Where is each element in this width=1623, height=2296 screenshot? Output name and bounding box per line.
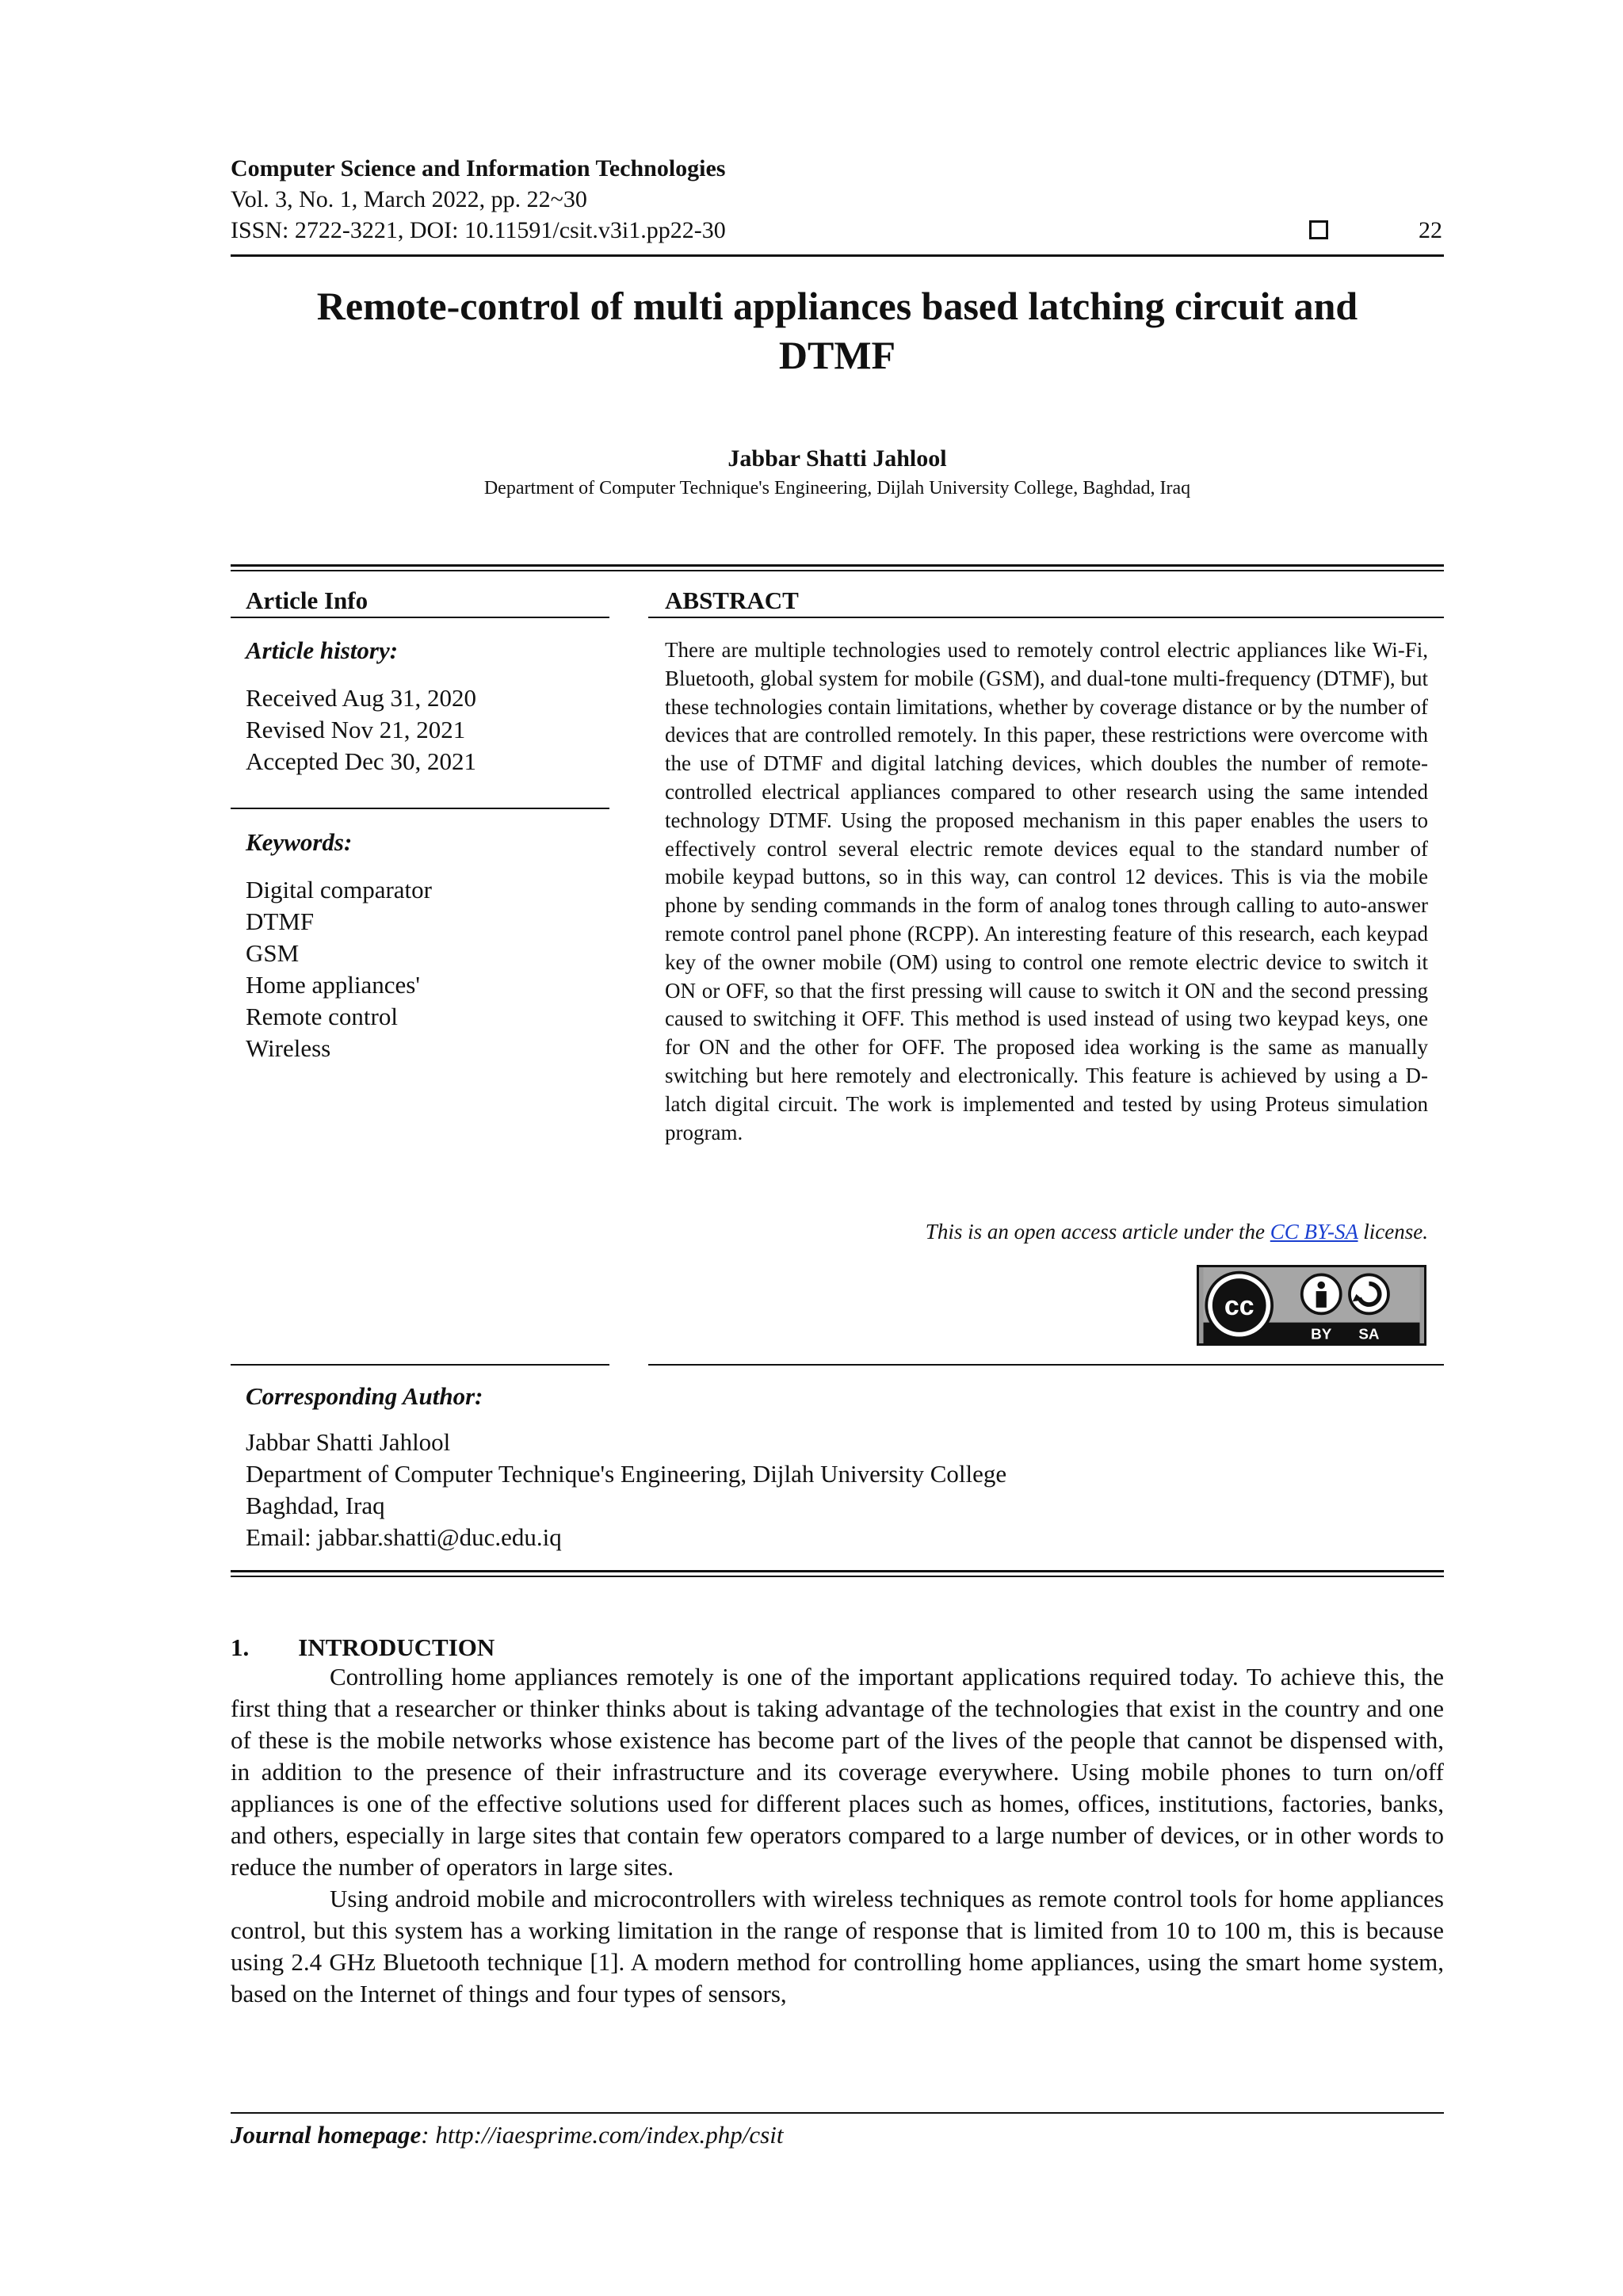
cc-by-sa-badge (1197, 1265, 1426, 1346)
header-rule (231, 254, 1444, 257)
corresponding-name: Jabbar Shatti Jahlool (246, 1428, 451, 1456)
info-top-rule (231, 564, 1444, 567)
homepage-url[interactable]: : http://iaesprime.com/index.php/csit (421, 2121, 784, 2149)
revised-date: Revised Nov 21, 2021 (246, 716, 466, 743)
article-history-heading: Article history: (246, 636, 399, 664)
article-history (246, 682, 476, 777)
badge-by-label: BY (1311, 1325, 1332, 1343)
author-affiliation: Department of Computer Technique's Engineering, Dijlah University College, Baghdad, Iraq (483, 478, 1191, 499)
corresponding-dept: Department of Computer Technique's Engineering, Dijlah University College (246, 1460, 1007, 1488)
journal-homepage (231, 2121, 783, 2149)
cc-by-sa-link[interactable]: CC BY-SA (1270, 1220, 1358, 1244)
abstract-heading: ABSTRACT (665, 586, 799, 614)
cc-badge-graphic (1199, 1267, 1424, 1343)
journal-name: Computer Science and Information Technologies (231, 155, 726, 181)
received-date: Received Aug 31, 2020 (246, 684, 477, 712)
corresponding-city: Baghdad, Iraq (246, 1492, 385, 1519)
abstract-text: There are multiple technologies used to remotely control electric appliances like Wi-Fi, Bluetooth, global system for mobile (GSM), and dual-tone multi-frequency (DTMF), but these technologies contain limitations, whether by coverage distance or by the number of devices that are controlled remotely. In this paper, these restrictions were overcome with the use of DTMF and digital latching devices, which doubles the number of remote-controlled electrical appliances compared to other research using the same intended technology DTMF. Using the proposed mechanism in this paper enables the users to effectively control several electric remote devices equal to the standard number of mobile keypad buttons, so in this way, can control 12 devices. This is via the mobile phone by sending commands in the form of analog tones through calling to auto-answer remote control panel phone (RCPP). An interesting feature of this research, each keypad key of the owner mobile (OM) using to control one remote electric device to switch it ON or OFF, so that the first pressing will cause to switch it ON and the second pressing caused to switching it OFF. This method is used instead of using two keypad keys, one for ON and the other for OFF. The proposed idea working is the same as manually switching but here remotely and electronically. This feature is achieved by using a D-latch digital circuit. The work is implemented and tested by using Proteus simulation program. (665, 638, 1428, 1144)
author-name: Jabbar Shatti Jahlool (727, 445, 947, 472)
info-end-rule (231, 1570, 1444, 1572)
introduction-body (231, 1661, 1444, 2010)
journal-volume: Vol. 3, No. 1, March 2022, pp. 22~30 (231, 186, 587, 212)
keywords-rule (231, 808, 609, 809)
page-number: 22 (1419, 217, 1442, 243)
corresponding-author (246, 1427, 1006, 1553)
paper-title (231, 281, 1444, 380)
oa-prefix: This is an open access article under the (925, 1220, 1270, 1244)
corresponding-author-heading: Corresponding Author: (246, 1382, 483, 1410)
footer-rule (231, 2112, 1444, 2114)
info-top-rule-2 (231, 570, 1444, 571)
checkbox-square-icon (1309, 220, 1328, 239)
info-bottom-rule-right (648, 1364, 1444, 1366)
corresponding-email: Email: jabbar.shatti@duc.edu.iq (246, 1523, 562, 1551)
keyword: Digital comparator (246, 876, 432, 904)
journal-issn: ISSN: 2722-3221, DOI: 10.11591/csit.v3i1.pp22-30 (231, 217, 726, 243)
homepage-label: Journal homepage (231, 2121, 422, 2149)
info-end-rule-2 (231, 1576, 1444, 1577)
article-info-rule (231, 617, 609, 618)
title-line-1: Remote-control of multi appliances based latching circuit and (316, 284, 1358, 328)
open-access-notice (665, 1218, 1428, 1245)
article-info-heading: Article Info (246, 586, 369, 614)
intro-paragraph-1: Controlling home appliances remotely is one of the important applications required today. To achieve this, the first thing that a researcher or thinker thinks about is taking advantage of the technologies that exist in the country and one of these is the mobile networks whose existence has become part of the lives of the people that cannot be dispensed with, in addition to the presence of their infrastructure and its coverage everywhere. Using mobile phones to turn on/off appliances is one of the effective solutions used for different places such as homes, offices, institutions, factories, banks, and others, especially in large sites that contain few operators compared to a large number of devices, or in other words to reduce the number of operators in large sites. (231, 1663, 1444, 1881)
keyword: DTMF (246, 907, 315, 935)
intro-paragraph-2: Using android mobile and microcontrollers with wireless techniques as remote control tools for home appliances control, but this system has a working limitation in the range of response that is limited from 10 to 100 m, this is because using 2.4 GHz Bluetooth technique [1]. A modern method for controlling home appliances, using the smart home system, based on the Internet of things and four types of sensors, (231, 1885, 1444, 2008)
info-bottom-rule-left (231, 1364, 609, 1366)
introduction-heading: 1. INTRODUCTION (231, 1633, 495, 1661)
accepted-date: Accepted Dec 30, 2021 (246, 747, 476, 775)
keywords-list (246, 874, 432, 1064)
title-line-2: DTMF (778, 333, 896, 377)
keyword: Remote control (246, 1003, 398, 1030)
keyword: Wireless (246, 1034, 331, 1062)
badge-sa-label: SA (1358, 1325, 1380, 1343)
svg-text:cc: cc (1224, 1291, 1254, 1322)
keyword: Home appliances' (246, 971, 420, 999)
keywords-heading: Keywords: (246, 828, 353, 856)
abstract-rule (648, 617, 1444, 618)
keyword: GSM (246, 939, 300, 967)
oa-suffix: license. (1358, 1220, 1428, 1244)
